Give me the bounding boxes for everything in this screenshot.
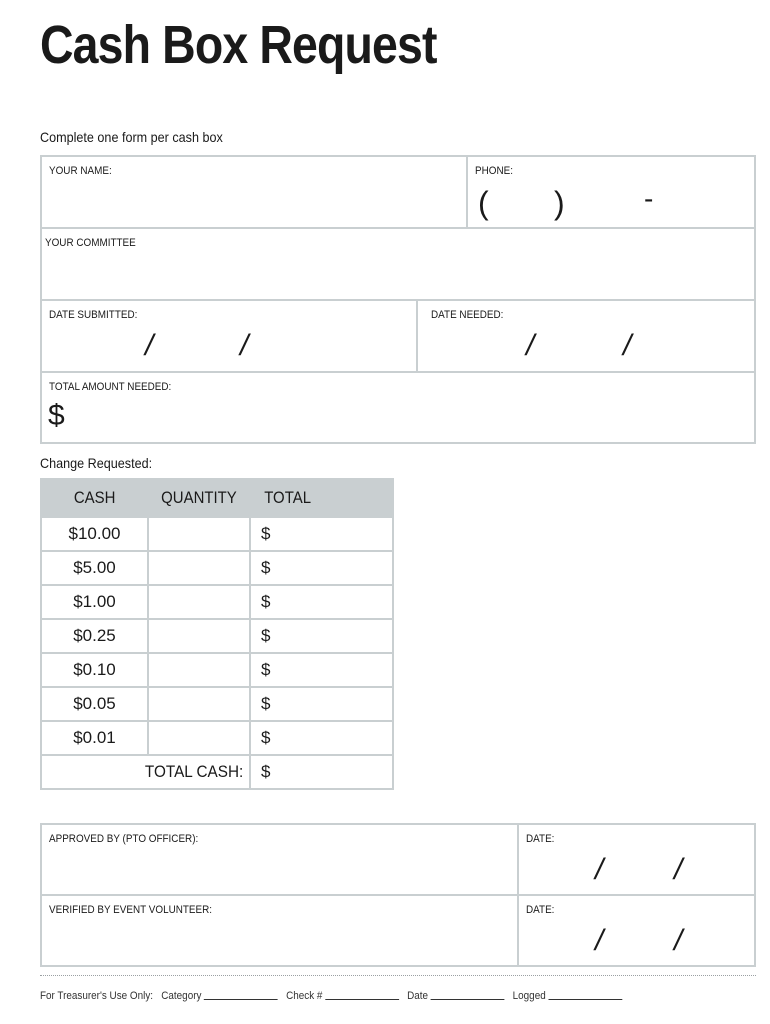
treasurer-footer: [40, 990, 628, 1002]
date-submitted-field[interactable]: [40, 299, 418, 373]
table-row: [41, 551, 393, 585]
total-cell[interactable]: $: [250, 653, 393, 687]
verified-date-label: DATE:: [526, 904, 555, 916]
total-cash-label: TOTAL CASH:: [41, 755, 250, 789]
footer-logged-blank[interactable]: [548, 999, 622, 1000]
change-table: [40, 478, 394, 790]
date-separator: /: [623, 329, 632, 362]
total-amount-needed-field[interactable]: [40, 371, 756, 444]
quantity-cell[interactable]: [148, 653, 250, 687]
quantity-cell[interactable]: [148, 721, 250, 755]
total-cash-row: [41, 755, 393, 789]
total-cell[interactable]: $: [250, 551, 393, 585]
denomination-cell: $0.25: [41, 619, 148, 653]
table-row: [41, 653, 393, 687]
phone-label: PHONE:: [475, 165, 513, 177]
table-row: [41, 721, 393, 755]
date-separator: /: [595, 853, 604, 886]
footer-date-label: Date: [407, 990, 429, 1002]
footer-check-blank[interactable]: [325, 999, 399, 1000]
total-cell[interactable]: $: [250, 619, 393, 653]
date-separator: /: [674, 924, 683, 957]
phone-field[interactable]: [466, 155, 756, 229]
total-cell[interactable]: $: [250, 585, 393, 619]
header-total: TOTAL: [250, 479, 393, 517]
table-row: [41, 517, 393, 551]
page-title: Cash Box Request: [40, 15, 437, 75]
denomination-cell: $0.10: [41, 653, 148, 687]
denomination-cell: $0.05: [41, 687, 148, 721]
phone-paren-close: ): [554, 185, 565, 221]
quantity-cell[interactable]: [148, 585, 250, 619]
date-separator: /: [674, 853, 683, 886]
date-separator: /: [145, 329, 154, 362]
footer-logged-label: Logged: [512, 990, 546, 1002]
approved-by-field[interactable]: [40, 823, 519, 896]
verified-date-field[interactable]: [517, 894, 756, 967]
total-cell[interactable]: $: [250, 517, 393, 551]
total-amount-needed-label: TOTAL AMOUNT NEEDED:: [49, 381, 172, 393]
quantity-cell[interactable]: [148, 517, 250, 551]
header-quantity: QUANTITY: [148, 479, 250, 517]
phone-dash: -: [644, 183, 654, 214]
verified-by-label: VERIFIED BY EVENT VOLUNTEER:: [49, 904, 213, 916]
approved-date-label: DATE:: [526, 833, 555, 845]
date-separator: /: [595, 924, 604, 957]
date-separator: /: [526, 329, 535, 362]
date-separator: /: [240, 329, 249, 362]
quantity-cell[interactable]: [148, 619, 250, 653]
change-requested-label: Change Requested:: [40, 455, 153, 471]
your-committee-field[interactable]: [40, 227, 756, 301]
footer-category-blank[interactable]: [204, 999, 278, 1000]
table-row: [41, 619, 393, 653]
date-needed-field[interactable]: [416, 299, 756, 373]
phone-paren-open: (: [478, 185, 489, 221]
your-name-label: YOUR NAME:: [49, 165, 112, 177]
denomination-cell: $1.00: [41, 585, 148, 619]
dollar-sign: $: [48, 399, 65, 432]
verified-by-field[interactable]: [40, 894, 519, 967]
footer-prefix: For Treasurer's Use Only:: [40, 990, 154, 1002]
footer-date-blank[interactable]: [431, 999, 505, 1000]
change-table-header: [41, 479, 393, 517]
table-row: [41, 687, 393, 721]
form-instructions: Complete one form per cash box: [40, 129, 223, 145]
denomination-cell: $10.00: [41, 517, 148, 551]
date-needed-label: DATE NEEDED:: [431, 309, 504, 321]
date-submitted-label: DATE SUBMITTED:: [49, 309, 138, 321]
total-cell[interactable]: $: [250, 687, 393, 721]
table-row: [41, 585, 393, 619]
total-cell[interactable]: $: [250, 721, 393, 755]
denomination-cell: $0.01: [41, 721, 148, 755]
your-committee-label: YOUR COMMITTEE: [45, 237, 136, 249]
header-cash: CASH: [41, 479, 148, 517]
footer-check-label: Check #: [286, 990, 323, 1002]
footer-category-label: Category: [161, 990, 202, 1002]
quantity-cell[interactable]: [148, 687, 250, 721]
denomination-cell: $5.00: [41, 551, 148, 585]
quantity-cell[interactable]: [148, 551, 250, 585]
your-name-field[interactable]: [40, 155, 468, 229]
approved-by-label: APPROVED BY (PTO OFFICER):: [49, 833, 199, 845]
approved-date-field[interactable]: [517, 823, 756, 896]
total-cash-value[interactable]: $: [250, 755, 393, 789]
footer-divider: [40, 975, 756, 976]
